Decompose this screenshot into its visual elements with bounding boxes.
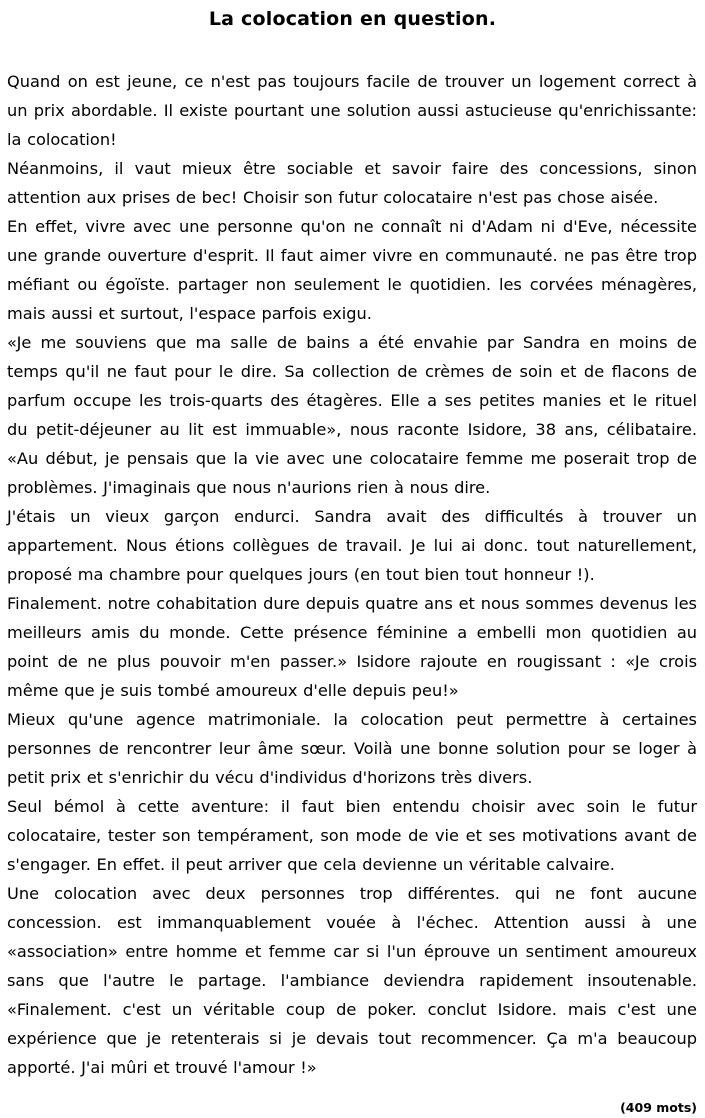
document-title: La colocation en question.	[208, 8, 497, 30]
paragraph: Seul bémol à cette aventure: il faut bien entendu choisir avec soin le futur colocataire, tester son tempérament, son mode de vie et ses motivations avant de s'engager. En effet. il peut arriver que cela devienne un véritable calvaire.	[7, 797, 697, 874]
paragraph: Mieux qu'une agence matrimoniale. la colocation peut permettre à certaines personnes de rencontrer leur âme sœur. Voilà une bonne solution pour se loger à petit prix et s'enrichir du vécu d'individus d'horizons très divers.	[7, 710, 697, 787]
paragraph: «Je me souviens que ma salle de bains a été envahie par Sandra en moins de temps qu'il ne faut pour le dire. Sa collection de crèmes de soin et de flacons de parfum occupe les trois-quarts des étagères. Elle a ses petites manies et le rituel du petit-déjeuner au lit est immuable», nous raconte Isidore, 38 ans, célibataire. «Au début, je pensais que la vie avec une colocataire femme me poserait trop de problèmes. J'imaginais que nous n'aurions rien à nous dire.	[7, 333, 697, 497]
paragraph: En effet, vivre avec une personne qu'on ne connaît ni d'Adam ni d'Eve, nécessite une grande ouverture d'esprit. Il faut aimer vivre en communauté. ne pas être trop méfiant ou égoïste. partager non seulement le quotidien. les corvées ménagères, mais aussi et surtout, l'espace parfois exigu.	[7, 217, 697, 323]
paragraph: Finalement. notre cohabitation dure depuis quatre ans et nous sommes devenus les meilleurs amis du monde. Cette présence féminine a embelli mon quotidien au point de ne plus pouvoir m'en passer.» Isidore rajoute en rougissant : «Je crois même que je suis tombé amoureux d'elle depuis peu!»	[7, 594, 697, 700]
paragraph: J'étais un vieux garçon endurci. Sandra avait des difficultés à trouver un appartement. Nous étions collègues de travail. Je lui ai donc. tout naturellement, proposé ma chambre pour quelques jours (en tout bien tout honneur !).	[7, 507, 697, 584]
document-body	[7, 67, 697, 1082]
word-count: (409 mots)	[620, 1100, 697, 1115]
paragraph: Une colocation avec deux personnes trop différentes. qui ne font aucune concession. est immanquablement vouée à l'échec. Attention aussi à une «association» entre homme et femme car si l'un éprouve un sentiment amoureux sans que l'autre le partage. l'ambiance deviendra rapidement insoutenable. «Finalement. c'est un véritable coup de poker. conclut Isidore. mais c'est une expérience que je retenterais si je devais tout recommencer. Ça m'a beaucoup apporté. J'ai mûri et trouvé l'amour !»	[7, 884, 697, 1077]
paragraph: Néanmoins, il vaut mieux être sociable et savoir faire des concessions, sinon attention aux prises de bec! Choisir son futur colocataire n'est pas chose aisée.	[7, 159, 697, 207]
paragraph: Quand on est jeune, ce n'est pas toujours facile de trouver un logement correct à un prix abordable. Il existe pourtant une solution aussi astucieuse qu'enrichissante: la colocation!	[7, 72, 697, 149]
